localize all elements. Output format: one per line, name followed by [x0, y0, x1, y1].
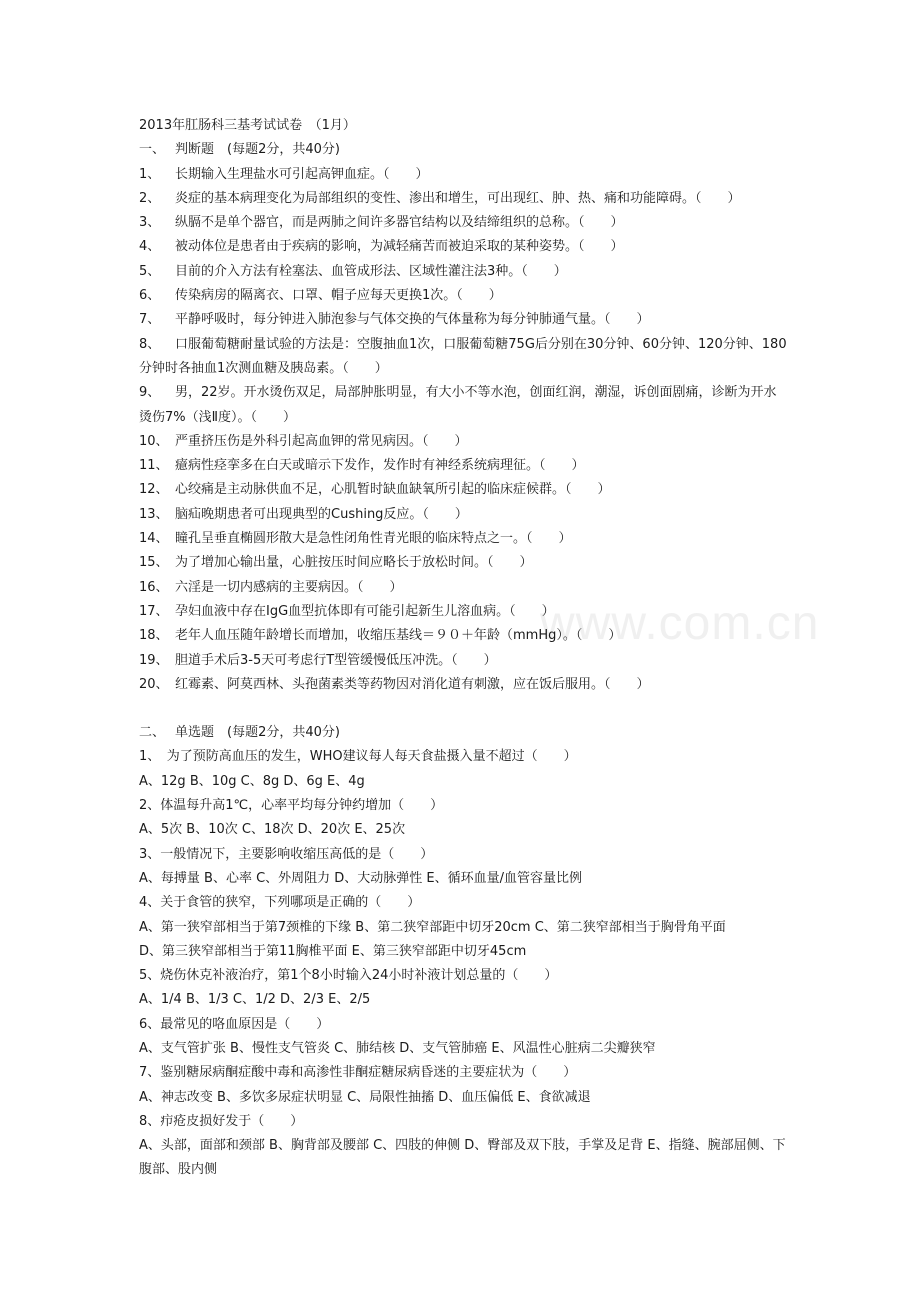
answer-options: A、每搏量 B、心率 C、外周阻力 D、大动脉弹性 E、循环血量/血管容量比例 — [139, 870, 583, 886]
answer-options: A、头部，面部和颈部 B、胸背部及腰部 C、四肢的伸侧 D、臀部及双下肢，手掌及足背 E、指缝、腕部屈侧、下腹部、股内侧 — [139, 1138, 786, 1178]
question-text: 目前的介入方法有栓塞法、血管成形法、区域性灌注法3种。（ ） — [175, 263, 567, 279]
choice-question: 5、烧伤休克补液治疗，第1个8小时输入24小时补液计划总量的（ ） — [139, 968, 558, 984]
question-number: 12、 — [139, 482, 169, 498]
judgment-question — [139, 673, 789, 697]
question-text: 红霉素、阿莫西林、头孢菌素类等药物因对消化道有刺激，应在饭后服用。（ ） — [175, 676, 650, 692]
question-number: 9、 — [139, 385, 161, 401]
choice-question: 2、体温每升高1℃，心率平均每分钟约增加（ ） — [139, 798, 444, 814]
choice-question: 4、关于食管的狭窄，下列哪项是正确的（ ） — [139, 895, 421, 911]
question-number: 3、 — [139, 215, 161, 231]
question-text: 口服葡萄糖耐量试验的方法是：空腹抽血1次，口服葡萄糖75G后分别在30分钟、60分钟、120分钟、180分钟时各抽血1次测血糖及胰岛素。（ ） — [139, 336, 787, 376]
section1-heading — [139, 138, 789, 162]
exam-title: 2013年肛肠科三基考试试卷 （1月） — [139, 118, 356, 133]
question-number: 11、 — [139, 458, 169, 474]
question-number: 14、 — [139, 531, 169, 547]
question-text: 胆道手术后3-5天可考虑行T型管缓慢低压冲洗。（ ） — [175, 652, 497, 668]
question-text: 长期输入生理盐水可引起高钾血症。（ ） — [175, 166, 429, 182]
question-text: 瞳孔呈垂直椭圆形散大是急性闭角性青光眼的临床特点之一。（ ） — [175, 531, 572, 547]
question-number: 2、 — [139, 190, 161, 206]
section2-number: 二、 — [139, 725, 166, 741]
judgment-question — [139, 454, 789, 478]
question-text: 脑疝晚期患者可出现典型的Cushing反应。（ ） — [175, 506, 468, 522]
section1-title: 判断题 (每题2分，共40分) — [175, 142, 340, 158]
judgment-question — [139, 163, 789, 187]
question-number: 7、 — [139, 312, 161, 328]
question-number: 20、 — [139, 676, 169, 692]
answer-options: A、12g B、10g C、8g D、6g E、4g — [139, 773, 365, 789]
question-text: 平静呼吸时，每分钟进入肺泡参与气体交换的气体量称为每分钟肺通气量。（ ） — [175, 312, 650, 328]
judgment-question — [139, 600, 789, 624]
question-text: 孕妇血液中存在IgG血型抗体即有可能引起新生儿溶血病。（ ） — [175, 603, 555, 619]
question-text: 传染病房的隔离衣、口罩、帽子应每天更换1次。（ ） — [175, 288, 502, 304]
judgment-question — [139, 576, 789, 600]
judgment-question — [139, 527, 789, 551]
question-number: 1、 — [139, 166, 161, 182]
question-number: 18、 — [139, 628, 169, 644]
choice-question: 3、一般情况下，主要影响收缩压高低的是（ ） — [139, 846, 434, 862]
question-number: 10、 — [139, 433, 169, 449]
section2-heading — [139, 721, 789, 745]
answer-options: A、支气管扩张 B、慢性支气管炎 C、肺结核 D、支气管肺癌 E、风温性心脏病二尖瓣狭窄 — [139, 1040, 656, 1056]
question-number: 19、 — [139, 652, 169, 668]
judgment-question — [139, 187, 789, 211]
section2-question-list — [139, 745, 789, 1182]
question-text: 六淫是一切内感病的主要病因。（ ） — [175, 579, 403, 595]
question-text: 男，22岁。开水烫伤双足，局部肿胀明显，有大小不等水泡，创面红润，潮湿，诉创面剧痛，诊断为开水烫伤7%（浅Ⅱ度）。（ ） — [139, 385, 777, 425]
choice-question: 8、疖疮皮损好发于（ ） — [139, 1113, 304, 1129]
question-text: 严重挤压伤是外科引起高血钾的常见病因。（ ） — [175, 433, 468, 449]
exam-content — [139, 114, 789, 1183]
judgment-question — [139, 649, 789, 673]
choice-question: 7、鉴别糖尿病酮症酸中毒和高渗性非酮症糖尿病昏迷的主要症状为（ ） — [139, 1065, 577, 1081]
question-text: 纵膈不是单个器官，而是两肺之间许多器官结构以及结缔组织的总称。（ ） — [175, 215, 624, 231]
judgment-question — [139, 260, 789, 284]
choice-question: 1、 为了预防高血压的发生，WHO建议每人每天食盐摄入量不超过（ ） — [139, 749, 577, 765]
question-number: 6、 — [139, 288, 161, 304]
judgment-question — [139, 284, 789, 308]
judgment-question — [139, 235, 789, 259]
judgment-question — [139, 551, 789, 575]
question-text: 被动体位是患者由于疾病的影响，为减轻痛苦而被迫采取的某种姿势。（ ） — [175, 239, 624, 255]
section2-title: 单选题 (每题2分，共40分) — [175, 725, 340, 741]
answer-options: A、神志改变 B、多饮多尿症状明显 C、局限性抽搐 D、血压偏低 E、食欲减退 — [139, 1089, 591, 1105]
judgment-question — [139, 308, 789, 332]
judgment-question — [139, 211, 789, 235]
question-number: 15、 — [139, 555, 169, 571]
watermark: www.com.cn — [540, 597, 820, 650]
answer-options: A、第一狭窄部相当于第7颈椎的下缘 B、第二狭窄部距中切牙20cm C、第二狭窄部相当于胸骨角平面 — [139, 919, 726, 935]
judgment-question — [139, 503, 789, 527]
judgment-question — [139, 381, 789, 430]
answer-options: A、1/4 B、1/3 C、1/2 D、2/3 E、2/5 — [139, 992, 371, 1008]
choice-question: 6、最常见的咯血原因是（ ） — [139, 1016, 330, 1032]
question-number: 5、 — [139, 263, 161, 279]
question-text: 癔病性痉挛多在白天或暗示下发作，发作时有神经系统病理征。（ ） — [175, 458, 585, 474]
question-number: 13、 — [139, 506, 169, 522]
question-number: 16、 — [139, 579, 169, 595]
answer-options: A、5次 B、10次 C、18次 D、20次 E、25次 — [139, 822, 406, 838]
section1-question-list — [139, 163, 789, 698]
question-text: 老年人血压随年龄增长而增加，收缩压基线＝９０＋年龄（mmHg）。（ ） — [175, 628, 622, 644]
judgment-question — [139, 430, 789, 454]
judgment-question — [139, 333, 789, 382]
choice-question: D、第三狭窄部相当于第11胸椎平面 E、第三狭窄部距中切牙45cm — [139, 943, 527, 959]
question-text: 为了增加心输出量，心脏按压时间应略长于放松时间。（ ） — [175, 555, 533, 571]
section-spacer — [139, 697, 789, 721]
judgment-question — [139, 478, 789, 502]
judgment-question — [139, 624, 789, 648]
question-number: 8、 — [139, 336, 161, 352]
question-text: 炎症的基本病理变化为局部组织的变性、渗出和增生，可出现红、肿、热、痛和功能障碍。（ ） — [175, 190, 741, 206]
section1-number: 一、 — [139, 142, 166, 158]
question-number: 4、 — [139, 239, 161, 255]
question-text: 心绞痛是主动脉供血不足，心肌暂时缺血缺氧所引起的临床症候群。（ ） — [175, 482, 611, 498]
question-number: 17、 — [139, 603, 169, 619]
